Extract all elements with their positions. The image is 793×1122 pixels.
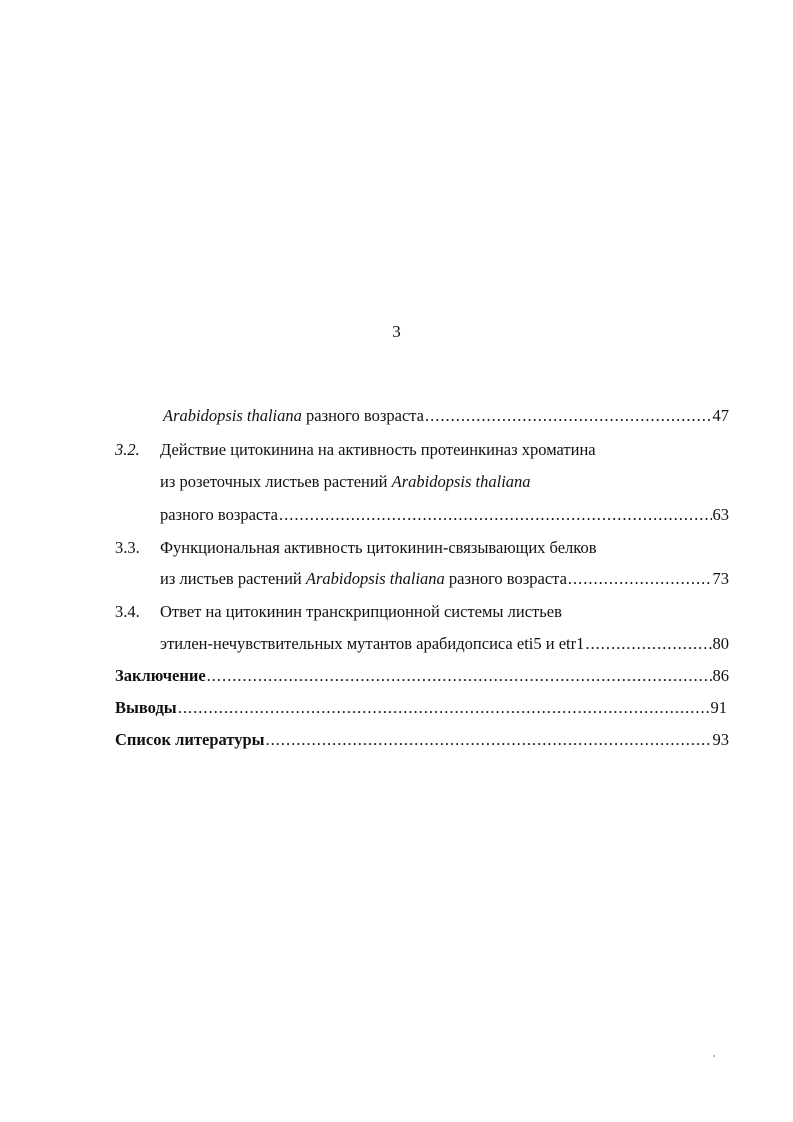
toc-page-number: 47 (712, 406, 729, 425)
toc-entry-references[interactable] (115, 729, 729, 751)
toc-page-number: 63 (712, 505, 729, 524)
toc-entry-prev-tail-suffix: разного возраста (301, 406, 424, 425)
toc-entry-3-4-line1[interactable]: Ответ на цитокинин транскрипционной системы листьев (160, 602, 562, 621)
leader-dots (279, 504, 712, 526)
leader-dots (568, 568, 712, 590)
leader-dots (207, 665, 712, 687)
scan-speck (713, 1055, 715, 1057)
toc-entry-3-2-line3-text: разного возраста (160, 505, 278, 524)
species-name: Arabidopsis thaliana (391, 472, 531, 491)
section-number-3-2: 3.2. (115, 440, 140, 459)
toc-page-number: 80 (712, 634, 729, 653)
toc-entry-findings[interactable] (115, 697, 727, 719)
toc-entry-findings-label: Выводы (115, 698, 177, 717)
toc-entry-conclusion-label: Заключение (115, 666, 206, 685)
toc-entry-prev-tail-text (163, 405, 424, 427)
species-name: Arabidopsis thaliana (305, 569, 445, 588)
toc-entry-3-2-line3[interactable] (160, 504, 729, 526)
page-number: 3 (392, 322, 401, 341)
section-number-3-3: 3.3. (115, 538, 140, 557)
toc-entry-3-3-line2-tail: разного возраста (444, 569, 567, 588)
leader-dots (585, 633, 711, 655)
toc-entry-3-3-line2-text (160, 568, 567, 590)
toc-page-number: 73 (712, 569, 729, 588)
toc-entry-3-4-line2-text: этилен-нечувствительных мутантов арабидопсиса eti5 и etr1 (160, 634, 585, 653)
section-number-3-4: 3.4. (115, 602, 140, 621)
toc-page-number: 86 (712, 666, 729, 685)
toc-entry-references-label: Список литературы (115, 730, 265, 749)
toc-entry-3-3-line1[interactable]: Функциональная активность цитокинин-связывающих белков (160, 538, 597, 557)
species-name: Arabidopsis thaliana (163, 406, 302, 425)
toc-entry-3-2-line2[interactable] (160, 471, 531, 493)
toc-entry-conclusion[interactable] (115, 665, 729, 687)
leader-dots (425, 405, 712, 427)
toc-entry-3-3-line2[interactable] (160, 568, 729, 590)
toc-entry-3-2-line1[interactable]: Действие цитокинина на активность протеинкиназ хроматина (160, 440, 596, 459)
toc-entry-3-4-line2[interactable] (160, 633, 729, 655)
toc-page-number: 91 (710, 698, 727, 717)
toc-entry-prev-tail[interactable] (163, 405, 729, 427)
toc-page-number: 93 (712, 730, 729, 749)
leader-dots (178, 697, 710, 719)
leader-dots (266, 729, 712, 751)
toc-entry-3-2-line2-text: из розеточных листьев растений (160, 472, 392, 491)
toc-entry-3-3-line2-prefix: из листьев растений (160, 569, 306, 588)
